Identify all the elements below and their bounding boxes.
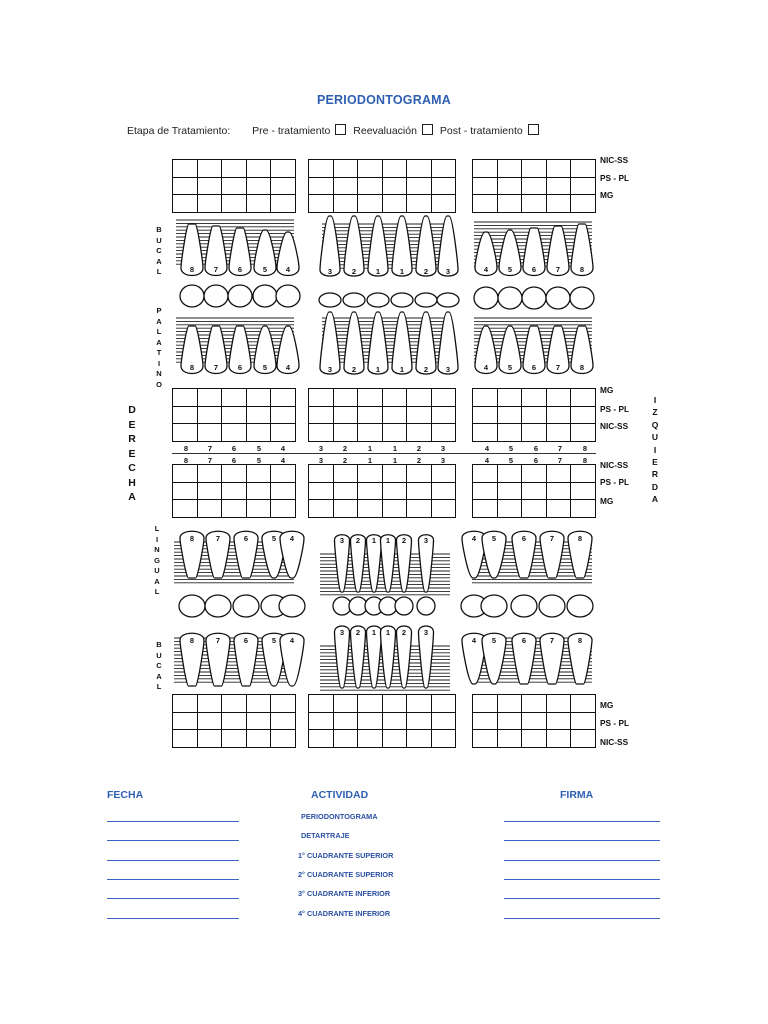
occlusal-surface bbox=[415, 293, 437, 307]
upper-teeth-diagram bbox=[170, 214, 600, 384]
occlusal-surface bbox=[276, 285, 300, 307]
tooth-number-label: 7 bbox=[213, 265, 219, 274]
occlusal-surface bbox=[343, 293, 365, 307]
occlusal-surface bbox=[205, 595, 231, 617]
tooth-number-label: 7 bbox=[215, 636, 221, 645]
activity-item: 1° CUADRANTE SUPERIOR bbox=[298, 851, 394, 860]
tooth-number-label: 7 bbox=[549, 636, 555, 645]
tooth-number-label: 3 bbox=[423, 536, 429, 545]
firma-line[interactable] bbox=[504, 918, 660, 919]
tooth-number-label: 1 bbox=[399, 365, 405, 374]
fecha-line[interactable] bbox=[107, 860, 239, 861]
grid-upper-right-bucal[interactable] bbox=[172, 159, 296, 213]
firma-line[interactable] bbox=[504, 821, 660, 822]
firma-heading: FIRMA bbox=[560, 789, 594, 801]
tooth-number-label: 6 bbox=[243, 534, 249, 543]
firma-line[interactable] bbox=[504, 879, 660, 880]
label-bucal-upper: B U C A L bbox=[156, 225, 162, 276]
tooth-number-label: 5 bbox=[262, 265, 268, 274]
occlusal-surface bbox=[379, 597, 397, 615]
tooth-number-label: 1 bbox=[375, 267, 381, 276]
tooth-number-label: 5 bbox=[262, 363, 268, 372]
occlusal-surface bbox=[498, 287, 522, 309]
tooth-number-label: 5 bbox=[271, 534, 277, 543]
tooth-number-label: 2 bbox=[355, 536, 361, 545]
tooth-number-label: 6 bbox=[521, 636, 527, 645]
occlusal-surface bbox=[367, 293, 389, 307]
grid-upper-center-palatino[interactable] bbox=[308, 388, 456, 442]
row-label: NIC-SS bbox=[600, 155, 629, 165]
occlusal-surface bbox=[180, 285, 204, 307]
grid-lower-right-lingual[interactable] bbox=[172, 464, 296, 518]
activity-item: DETARTRAJE bbox=[301, 831, 350, 840]
grid-lower-right-bucal[interactable] bbox=[172, 694, 296, 748]
reevaluation-checkbox[interactable] bbox=[422, 124, 433, 135]
tooth-number-label: 1 bbox=[385, 628, 391, 637]
occlusal-surface bbox=[319, 293, 341, 307]
tooth-number-label: 6 bbox=[243, 636, 249, 645]
activity-item: 4° CUADRANTE INFERIOR bbox=[298, 909, 391, 918]
tooth-number-label: 5 bbox=[507, 363, 513, 372]
firma-line[interactable] bbox=[504, 860, 660, 861]
tooth-number-label: 1 bbox=[375, 365, 381, 374]
activity-item: 3° CUADRANTE INFERIOR bbox=[298, 889, 391, 898]
tooth-number-label: 3 bbox=[339, 628, 345, 637]
occlusal-surface bbox=[570, 287, 594, 309]
occlusal-surface bbox=[511, 595, 537, 617]
tooth-number-label: 6 bbox=[521, 534, 527, 543]
tooth-number-label: 5 bbox=[491, 534, 497, 543]
tooth-number-label: 5 bbox=[491, 636, 497, 645]
tooth-number-label: 7 bbox=[215, 534, 221, 543]
grid-lower-center-lingual[interactable] bbox=[308, 464, 456, 518]
firma-line[interactable] bbox=[504, 898, 660, 899]
grid-lower-center-bucal[interactable] bbox=[308, 694, 456, 748]
label-lingual: L I N G U A L bbox=[154, 524, 160, 596]
row-label: PS - PL bbox=[600, 404, 630, 414]
row-label: MG bbox=[600, 496, 614, 506]
tooth-number-label: 4 bbox=[483, 265, 489, 274]
tooth-number-label: 4 bbox=[483, 363, 489, 372]
tooth-number-label: 6 bbox=[237, 363, 243, 372]
tooth-number-label: 1 bbox=[371, 628, 377, 637]
tooth-number-label: 7 bbox=[213, 363, 219, 372]
tooth-number-label: 7 bbox=[555, 363, 561, 372]
tooth-number-label: 8 bbox=[579, 265, 585, 274]
tooth-number-label: 5 bbox=[507, 265, 513, 274]
tooth-number-label: 4 bbox=[289, 534, 295, 543]
row-label: NIC-SS bbox=[600, 460, 629, 470]
tooth-number-label: 6 bbox=[531, 363, 537, 372]
occlusal-surface bbox=[228, 285, 252, 307]
row-label: NIC-SS bbox=[600, 421, 629, 431]
label-derecha: D E R E C H A bbox=[128, 404, 136, 503]
treatment-stage-row bbox=[127, 124, 543, 137]
row-label: MG bbox=[600, 190, 614, 200]
tooth-number-label: 3 bbox=[445, 365, 451, 374]
tooth-number-label: 8 bbox=[579, 363, 585, 372]
tooth-number-label: 8 bbox=[577, 636, 583, 645]
stage-option-reeval: Reevaluación bbox=[353, 125, 417, 137]
tooth-number-label: 2 bbox=[401, 628, 407, 637]
occlusal-surface bbox=[333, 597, 351, 615]
tooth-number-label: 8 bbox=[189, 534, 195, 543]
row-label: MG bbox=[600, 385, 614, 395]
tooth-number-label: 3 bbox=[327, 365, 333, 374]
tooth-number-label: 8 bbox=[189, 636, 195, 645]
tooth-number-label: 2 bbox=[355, 628, 361, 637]
tooth-number-label: 7 bbox=[549, 534, 555, 543]
occlusal-surface bbox=[546, 287, 570, 309]
grid-lower-left-lingual[interactable] bbox=[472, 464, 596, 518]
tooth-number-label: 6 bbox=[531, 265, 537, 274]
row-label: PS - PL bbox=[600, 173, 630, 183]
tooth-number-label: 3 bbox=[339, 536, 345, 545]
fecha-line[interactable] bbox=[107, 821, 239, 822]
occlusal-surface bbox=[279, 595, 305, 617]
tooth-number-label: 3 bbox=[445, 267, 451, 276]
tooth-number-label: 2 bbox=[351, 267, 357, 276]
stage-label: Etapa de Tratamiento: bbox=[127, 125, 231, 137]
tooth-number-label: 2 bbox=[423, 365, 429, 374]
tooth-number-label: 5 bbox=[271, 636, 277, 645]
row-label: NIC-SS bbox=[600, 737, 629, 747]
grid-upper-left-palatino[interactable] bbox=[472, 388, 596, 442]
tooth-number-label: 6 bbox=[237, 265, 243, 274]
row-label: PS - PL bbox=[600, 718, 630, 728]
occlusal-surface bbox=[437, 293, 459, 307]
pre-treatment-checkbox[interactable] bbox=[335, 124, 346, 135]
tooth-number-label: 4 bbox=[285, 363, 291, 372]
tooth-number-row-upper: 8 7 6 5 4 3 2 1 1 2 3 4 5 6 7 8 bbox=[183, 444, 588, 453]
lower-teeth-diagram bbox=[168, 520, 600, 692]
grid-upper-right-palatino[interactable] bbox=[172, 388, 296, 442]
occlusal-surface bbox=[349, 597, 367, 615]
label-palatino: P A L A T I N O bbox=[156, 306, 162, 389]
tooth-number-label: 4 bbox=[285, 265, 291, 274]
post-treatment-checkbox[interactable] bbox=[528, 124, 539, 135]
occlusal-surface bbox=[522, 287, 546, 309]
fecha-line[interactable] bbox=[107, 840, 239, 841]
occlusal-surface bbox=[481, 595, 507, 617]
occlusal-surface bbox=[391, 293, 413, 307]
tooth-number-label: 2 bbox=[351, 365, 357, 374]
label-bucal-lower: B U C A L bbox=[156, 640, 162, 691]
actividad-heading: ACTIVIDAD bbox=[311, 789, 369, 801]
occlusal-surface bbox=[474, 287, 498, 309]
grid-upper-center-bucal[interactable] bbox=[308, 159, 456, 213]
occlusal-surface bbox=[179, 595, 205, 617]
tooth-number-label: 7 bbox=[555, 265, 561, 274]
occlusal-surface bbox=[567, 595, 593, 617]
occlusal-surface bbox=[395, 597, 413, 615]
activity-item: PERIODONTOGRAMA bbox=[301, 812, 378, 821]
stage-option-pre: Pre - tratamiento bbox=[252, 125, 331, 137]
tooth-number-label: 2 bbox=[423, 267, 429, 276]
occlusal-surface bbox=[417, 597, 435, 615]
tooth-number-row-lower: 8 7 6 5 4 3 2 1 1 2 3 4 5 6 7 8 bbox=[183, 456, 588, 465]
stage-option-post: Post - tratamiento bbox=[439, 125, 523, 137]
tooth-number-label: 3 bbox=[327, 267, 333, 276]
occlusal-surface bbox=[233, 595, 259, 617]
occlusal-surface bbox=[539, 595, 565, 617]
grid-lower-left-bucal[interactable] bbox=[472, 694, 596, 748]
label-izquierda: I Z Q U I E R D A bbox=[651, 395, 659, 505]
fecha-line[interactable] bbox=[107, 918, 239, 919]
firma-line[interactable] bbox=[504, 840, 660, 841]
occlusal-surface bbox=[253, 285, 277, 307]
tooth-number-label: 1 bbox=[371, 536, 377, 545]
row-label: MG bbox=[600, 700, 614, 710]
fecha-line[interactable] bbox=[107, 879, 239, 880]
tooth-number-label: 8 bbox=[577, 534, 583, 543]
tooth-number-label: 4 bbox=[471, 534, 477, 543]
tooth-number-label: 8 bbox=[189, 265, 195, 274]
tooth-number-label: 1 bbox=[399, 267, 405, 276]
tooth-number-label: 1 bbox=[385, 536, 391, 545]
grid-upper-left-bucal[interactable] bbox=[472, 159, 596, 213]
tooth-number-label: 8 bbox=[189, 363, 195, 372]
fecha-line[interactable] bbox=[107, 898, 239, 899]
page-title: PERIODONTOGRAMA bbox=[316, 93, 452, 107]
tooth-number-label: 4 bbox=[471, 636, 477, 645]
activity-item: 2° CUADRANTE SUPERIOR bbox=[298, 870, 394, 879]
row-label: PS - PL bbox=[600, 477, 630, 487]
fecha-heading: FECHA bbox=[107, 789, 144, 801]
tooth-number-label: 3 bbox=[423, 628, 429, 637]
tooth-number-label: 4 bbox=[289, 636, 295, 645]
tooth-number-label: 2 bbox=[401, 536, 407, 545]
occlusal-surface bbox=[204, 285, 228, 307]
